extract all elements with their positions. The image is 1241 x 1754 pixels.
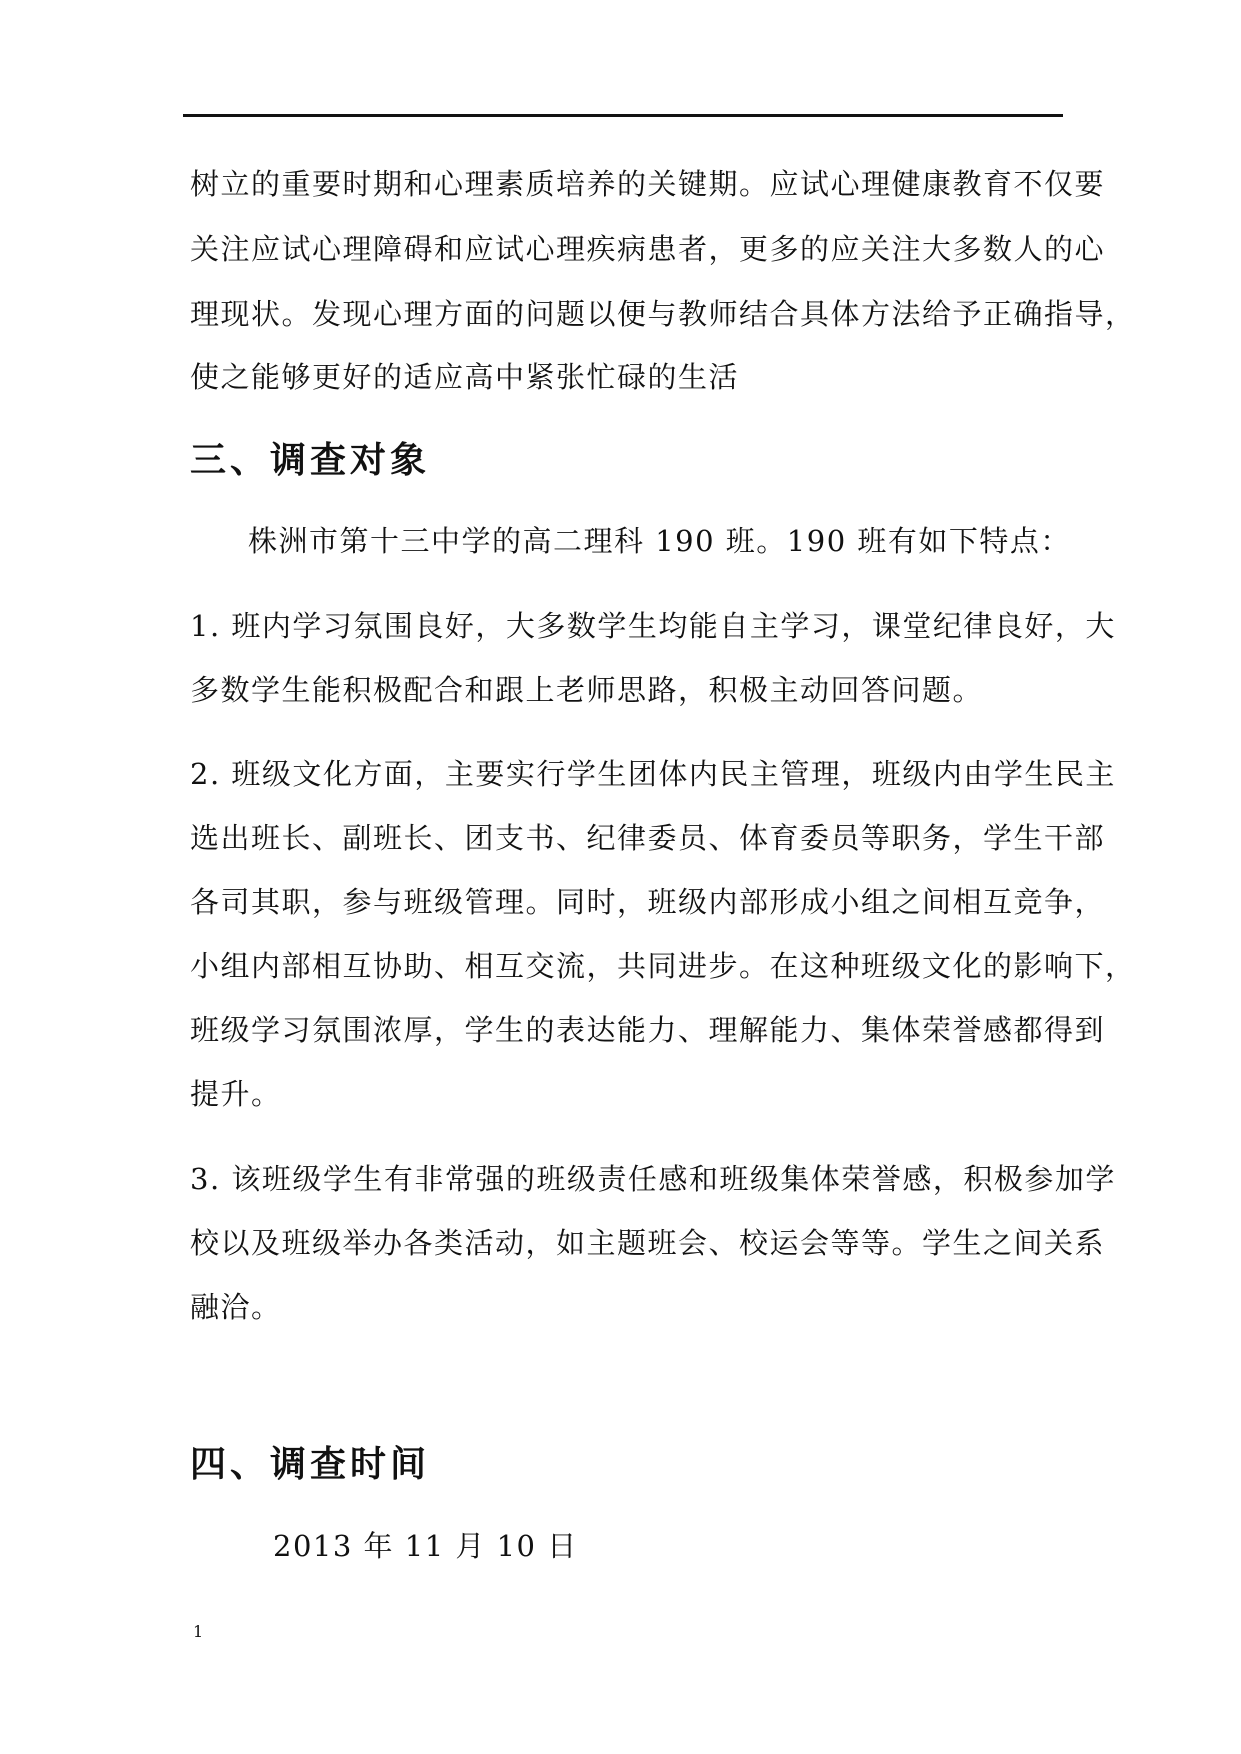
list-item-line: 融洽。 bbox=[190, 1290, 282, 1324]
section-3-intro: 株洲市第十三中学的高二理科 190 班。190 班有如下特点： bbox=[248, 524, 1071, 558]
list-item-line: 提升。 bbox=[190, 1077, 282, 1111]
header-rule bbox=[183, 114, 1063, 117]
paragraph-line: 理现状。发现心理方面的问题以便与教师结合具体方法给予正确指导， bbox=[190, 297, 1136, 331]
paragraph-line: 树立的重要时期和心理素质培养的关键期。应试心理健康教育不仅要 bbox=[190, 167, 1106, 201]
page-number: 1 bbox=[193, 1622, 204, 1641]
survey-date: 2013 年 11 月 10 日 bbox=[273, 1529, 578, 1563]
list-item-line: 多数学生能积极配合和跟上老师思路，积极主动回答问题。 bbox=[190, 673, 984, 707]
list-item-line: 小组内部相互协助、相互交流，共同进步。在这种班级文化的影响下， bbox=[190, 949, 1136, 983]
list-item-line: 校以及班级举办各类活动，如主题班会、校运会等等。学生之间关系 bbox=[190, 1226, 1106, 1260]
paragraph-line: 关注应试心理障碍和应试心理疾病患者，更多的应关注大多数人的心 bbox=[190, 232, 1106, 266]
section-4-heading: 四、调查时间 bbox=[190, 1443, 431, 1485]
paragraph-line: 使之能够更好的适应高中紧张忙碌的生活 bbox=[190, 360, 740, 394]
list-item-line: 2. 班级文化方面，主要实行学生团体内民主管理，班级内由学生民主 bbox=[190, 757, 1116, 791]
list-item-line: 选出班长、副班长、团支书、纪律委员、体育委员等职务，学生干部 bbox=[190, 821, 1106, 855]
list-item-line: 3. 该班级学生有非常强的班级责任感和班级集体荣誉感，积极参加学 bbox=[190, 1162, 1116, 1196]
section-3-heading: 三、调查对象 bbox=[190, 439, 431, 481]
list-item-line: 各司其职，参与班级管理。同时，班级内部形成小组之间相互竞争， bbox=[190, 885, 1106, 919]
list-item-line: 1. 班内学习氛围良好，大多数学生均能自主学习，课堂纪律良好，大 bbox=[190, 609, 1116, 643]
list-item-line: 班级学习氛围浓厚，学生的表达能力、理解能力、集体荣誉感都得到 bbox=[190, 1013, 1106, 1047]
